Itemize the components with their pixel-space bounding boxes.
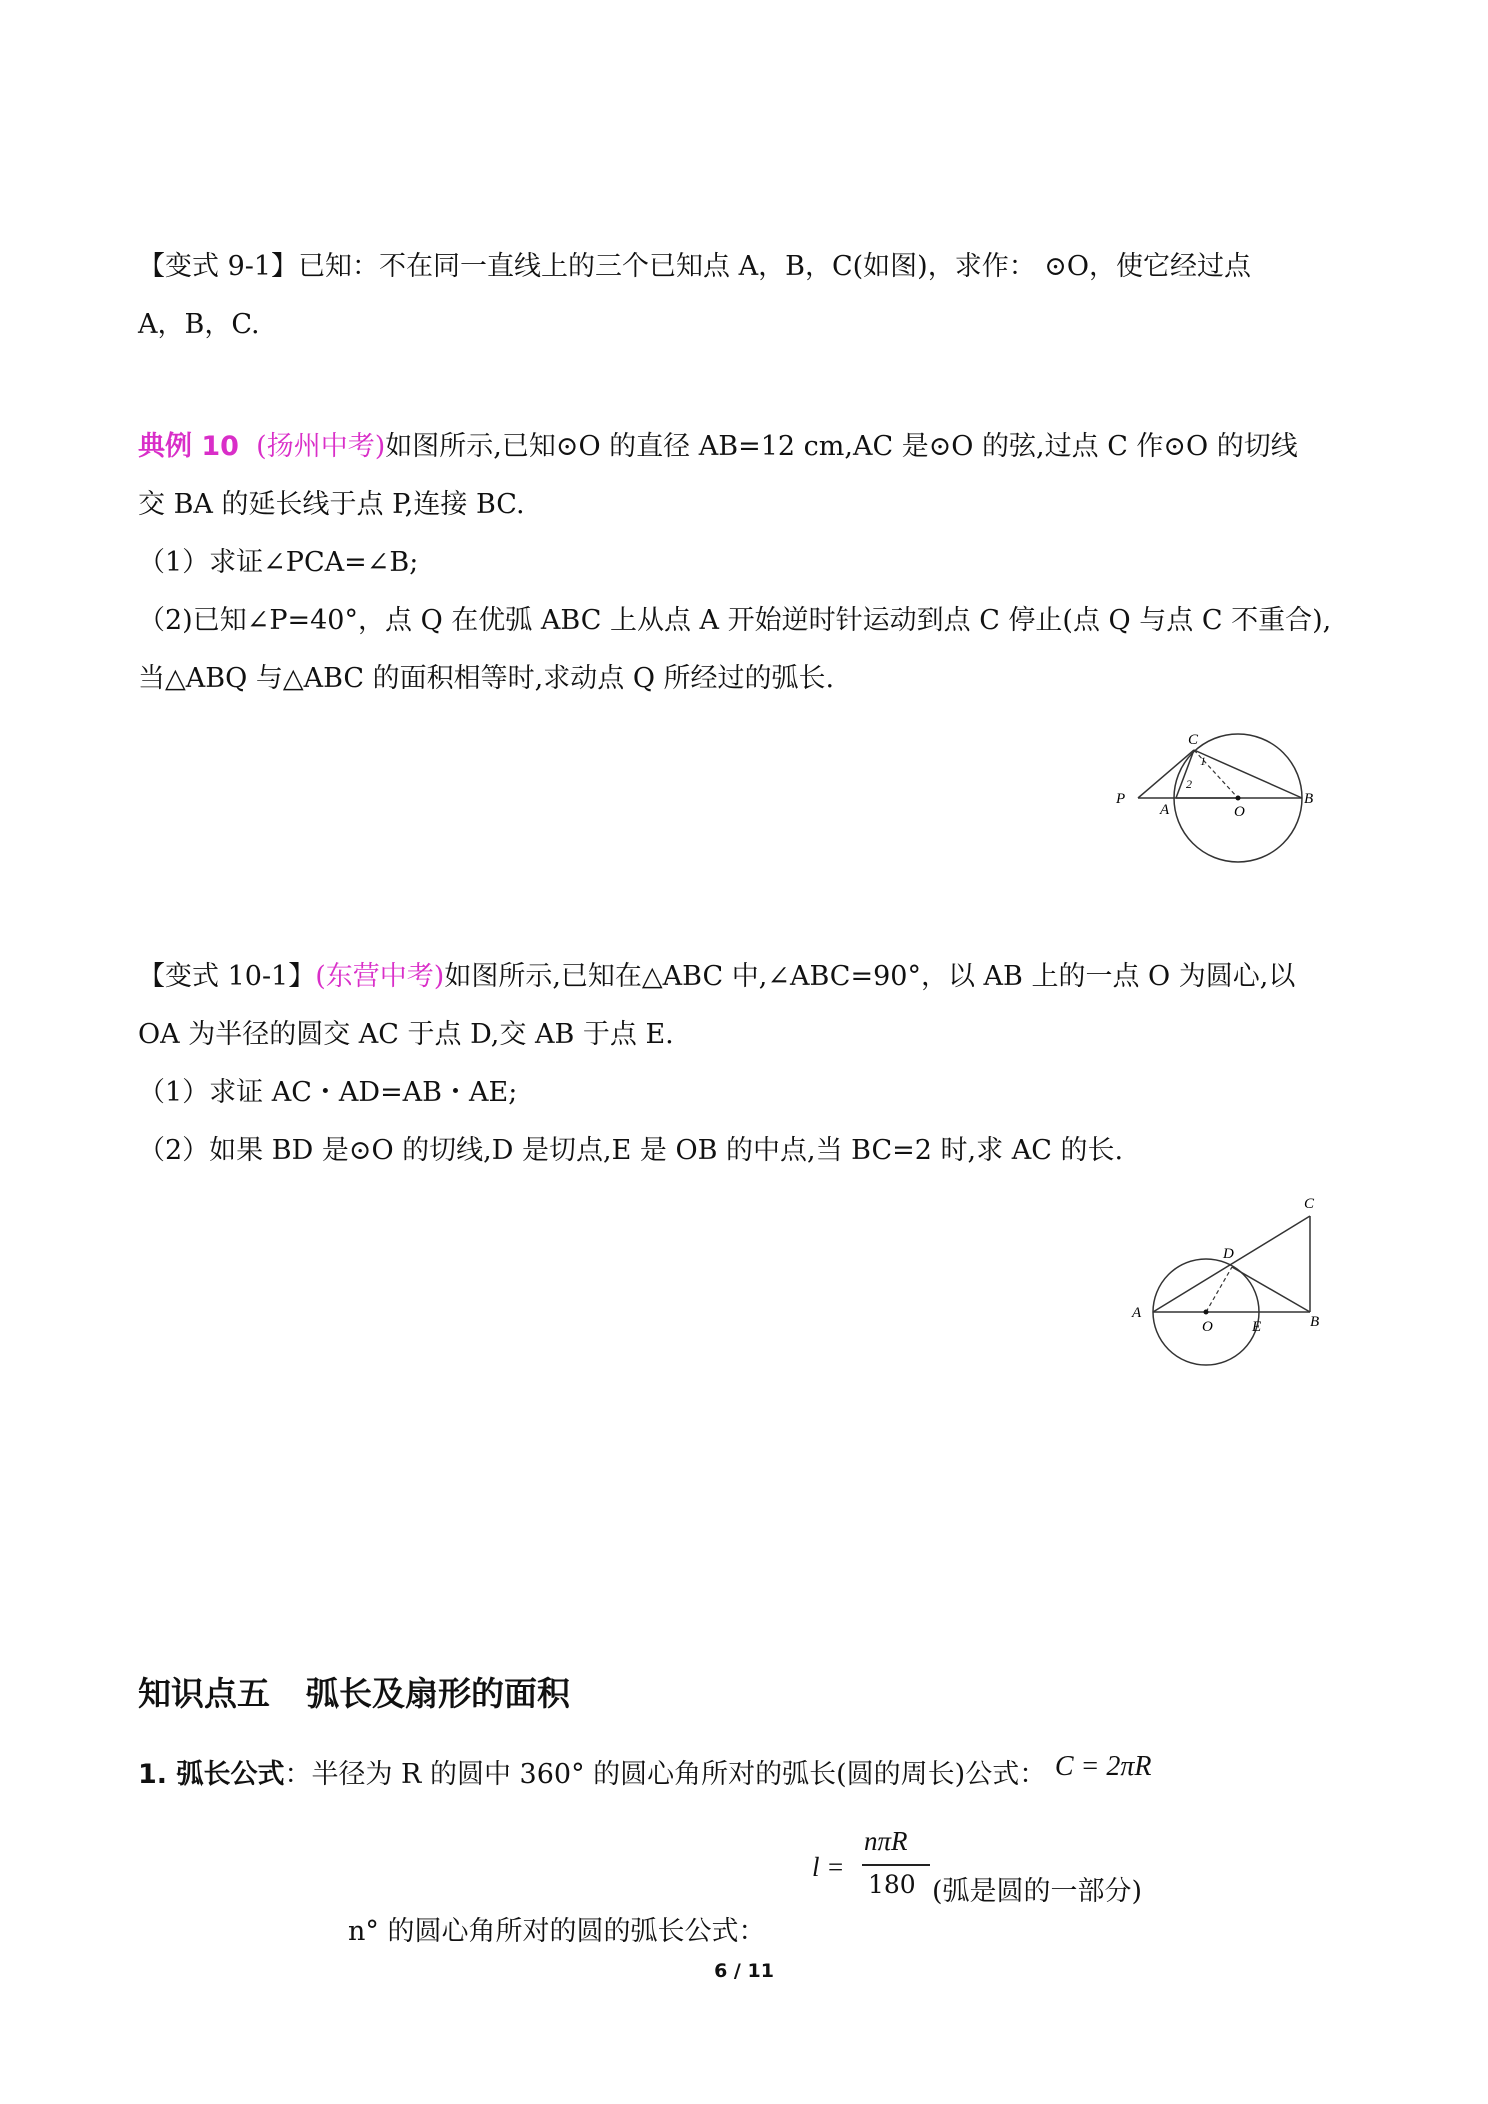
- arc-formula: [812, 1826, 932, 1906]
- variant-10-1-q2: （2）如果 BD 是⊙O 的切线,D 是切点,E 是 OB 的中点,当 BC=2 时,求 AC 的长.: [138, 1135, 1124, 1166]
- variant-9-1-line1: 已知：不在同一直线上的三个已知点 A，B，C(如图)，求作： ⊙O，使它经过点: [298, 251, 1252, 282]
- variant-10-1: [138, 948, 1368, 1180]
- variant-9-1-tag: 【变式 9-1】: [138, 251, 299, 282]
- example-10-q2b: 当△ABQ 与△ABC 的面积相等时,求动点 Q 所经过的弧长.: [138, 663, 835, 694]
- label-1: 1: [1200, 754, 1206, 768]
- variant-10-1-line2: OA 为半径的圆交 AC 于点 D,交 AB 于点 E.: [138, 1019, 674, 1050]
- variant-10-1-tag: 【变式 10-1】: [138, 961, 316, 992]
- arc-formula-line: [348, 1860, 765, 1952]
- label-c: C: [1304, 1196, 1315, 1212]
- variant-10-figure: [1110, 1190, 1330, 1370]
- line-cb: [1194, 750, 1302, 798]
- variant-10-1-q1: （1）求证 AC・AD=AB・AE;: [138, 1077, 518, 1108]
- arc-note: (弧是圆的一部分): [932, 1876, 1143, 1907]
- label-d: D: [1223, 1246, 1234, 1262]
- example-10-line2: 交 BA 的延长线于点 P,连接 BC.: [138, 489, 525, 520]
- section-5-title: 知识点五: [138, 1674, 270, 1713]
- arc-formula-lhs: l =: [812, 1852, 845, 1882]
- label-2: 2: [1186, 777, 1192, 791]
- variant-10-1-source: (东营中考): [315, 961, 445, 992]
- section-5-subtitle: 弧长及扇形的面积: [306, 1674, 570, 1713]
- line-od: [1206, 1267, 1232, 1312]
- example-10-figure: [1110, 720, 1314, 870]
- label-a: A: [1160, 802, 1170, 818]
- arc-length-text: ：半径为 R 的圆中 360° 的圆心角所对的弧长(圆的周长)公式：: [284, 1759, 1047, 1790]
- label-e: E: [1252, 1319, 1262, 1335]
- example-10-q2a: （2)已知∠P=40°，点 Q 在优弧 ABC 上从点 A 开始逆时针运动到点 C 停止(点 Q 与点 C 不重合),: [138, 605, 1332, 636]
- circumference-formula: C = 2πR: [1054, 1751, 1152, 1782]
- label-o: O: [1202, 1319, 1213, 1335]
- variant-9-1-line2: A，B，C.: [138, 309, 260, 340]
- arc-formula-numerator: nπR: [864, 1826, 908, 1856]
- label-c: C: [1188, 732, 1199, 748]
- point-o: [1204, 1310, 1209, 1315]
- example-10-source: (扬州中考): [256, 431, 386, 462]
- example-10-label: 典例 10: [138, 431, 239, 462]
- page-number: 6 / 11: [714, 1960, 774, 1982]
- label-a: A: [1132, 1305, 1142, 1321]
- label-p: P: [1116, 791, 1126, 807]
- fraction-bar: [862, 1864, 930, 1866]
- label-o: O: [1234, 804, 1245, 820]
- variant-10-1-line1: 如图所示,已知在△ABC 中,∠ABC=90°，以 AB 上的一点 O 为圆心,以: [444, 961, 1296, 992]
- arc-length-label: 1. 弧长公式: [138, 1759, 285, 1790]
- line-db: [1232, 1267, 1310, 1312]
- arc-formula-text: n° 的圆心角所对的圆的弧长公式：: [348, 1916, 766, 1947]
- example-10-q1: （1）求证∠PCA=∠B;: [138, 547, 419, 578]
- example-10: [138, 418, 1368, 708]
- arc-note-line: [932, 1872, 1142, 1912]
- point-o: [1236, 796, 1241, 801]
- arc-length-item: [138, 1746, 1368, 1804]
- section-5-heading: [138, 1668, 570, 1715]
- arc-formula-denominator: 180: [868, 1870, 916, 1899]
- example-10-line1: 如图所示,已知⊙O 的直径 AB=12 cm,AC 是⊙O 的弦,过点 C 作⊙O 的切线: [385, 431, 1298, 462]
- variant-9-1: [138, 238, 1368, 354]
- label-b: B: [1304, 791, 1314, 807]
- label-b: B: [1310, 1314, 1320, 1330]
